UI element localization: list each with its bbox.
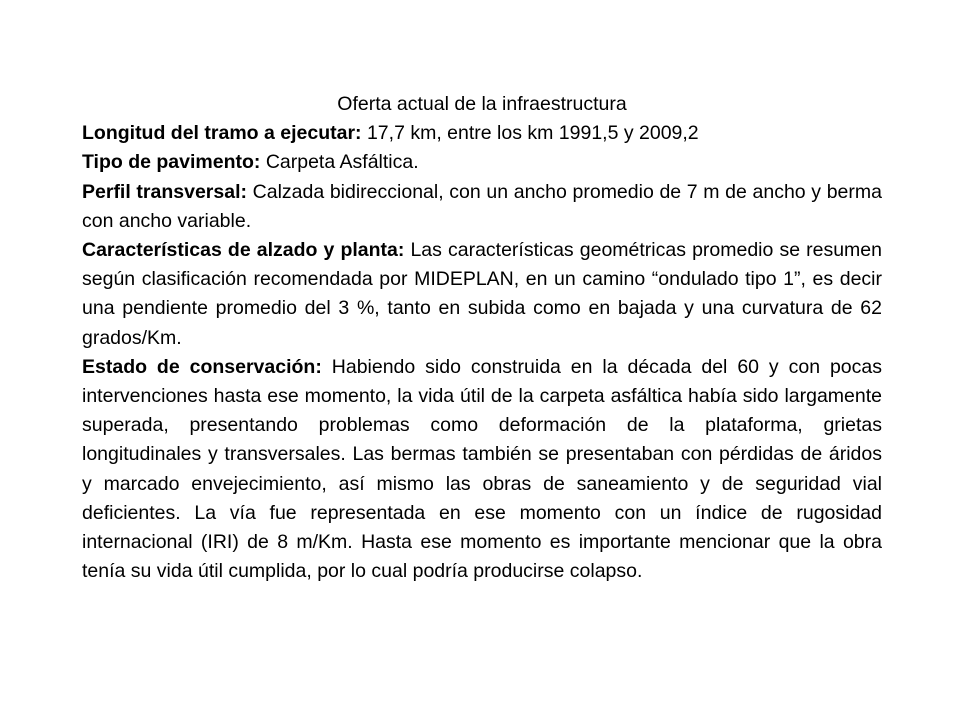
section-caracteristicas xyxy=(82,236,882,353)
section-text: Calzada bidireccional, con un ancho promedio de 7 m de ancho y berma con ancho variable. xyxy=(82,180,882,232)
section-text: Habiendo sido construida en la década del 60 y con pocas intervenciones hasta ese momento, la vida útil de la carpeta asfáltica había sido largamente superada, presentando problemas como deformación de la plataforma, grietas longitudinales y transversales. Las bermas también se presentaban con pérdidas de áridos y marcado envejecimiento, así mismo las obras de saneamiento y de seguridad vial deficientes. La vía fue representada en ese momento con un índice de rugosidad internacional (IRI) de 8 m/Km. Hasta ese momento es importante mencionar que la obra tenía su vida útil cumplida, por lo cual podría producirse colapso. xyxy=(82,355,882,583)
section-label: Tipo de pavimento: xyxy=(82,151,261,174)
section-label: Longitud del tramo a ejecutar: xyxy=(82,122,362,145)
section-perfil xyxy=(82,178,882,236)
section-text: Carpeta Asfáltica. xyxy=(260,151,419,174)
section-text: 17,7 km, entre los km 1991,5 y 2009,2 xyxy=(361,122,699,145)
page-title: Oferta actual de la infraestructura xyxy=(337,93,627,115)
section-label: Perfil transversal: xyxy=(82,180,247,203)
section-label: Características de alzado y planta: xyxy=(82,239,405,262)
section-longitud xyxy=(82,119,882,148)
section-estado xyxy=(82,353,882,587)
section-label: Estado de conservación: xyxy=(82,355,322,378)
section-pavimento xyxy=(82,148,882,177)
text-block xyxy=(82,90,882,586)
section-text: Las características geométricas promedio se resumen según clasificación recomendada por MIDEPLAN, en un camino “ondulado tipo 1”, es decir una pendiente promedio del 3 %, tanto en subida como en bajada y una curvatura de 62 grados/Km. xyxy=(82,239,882,349)
